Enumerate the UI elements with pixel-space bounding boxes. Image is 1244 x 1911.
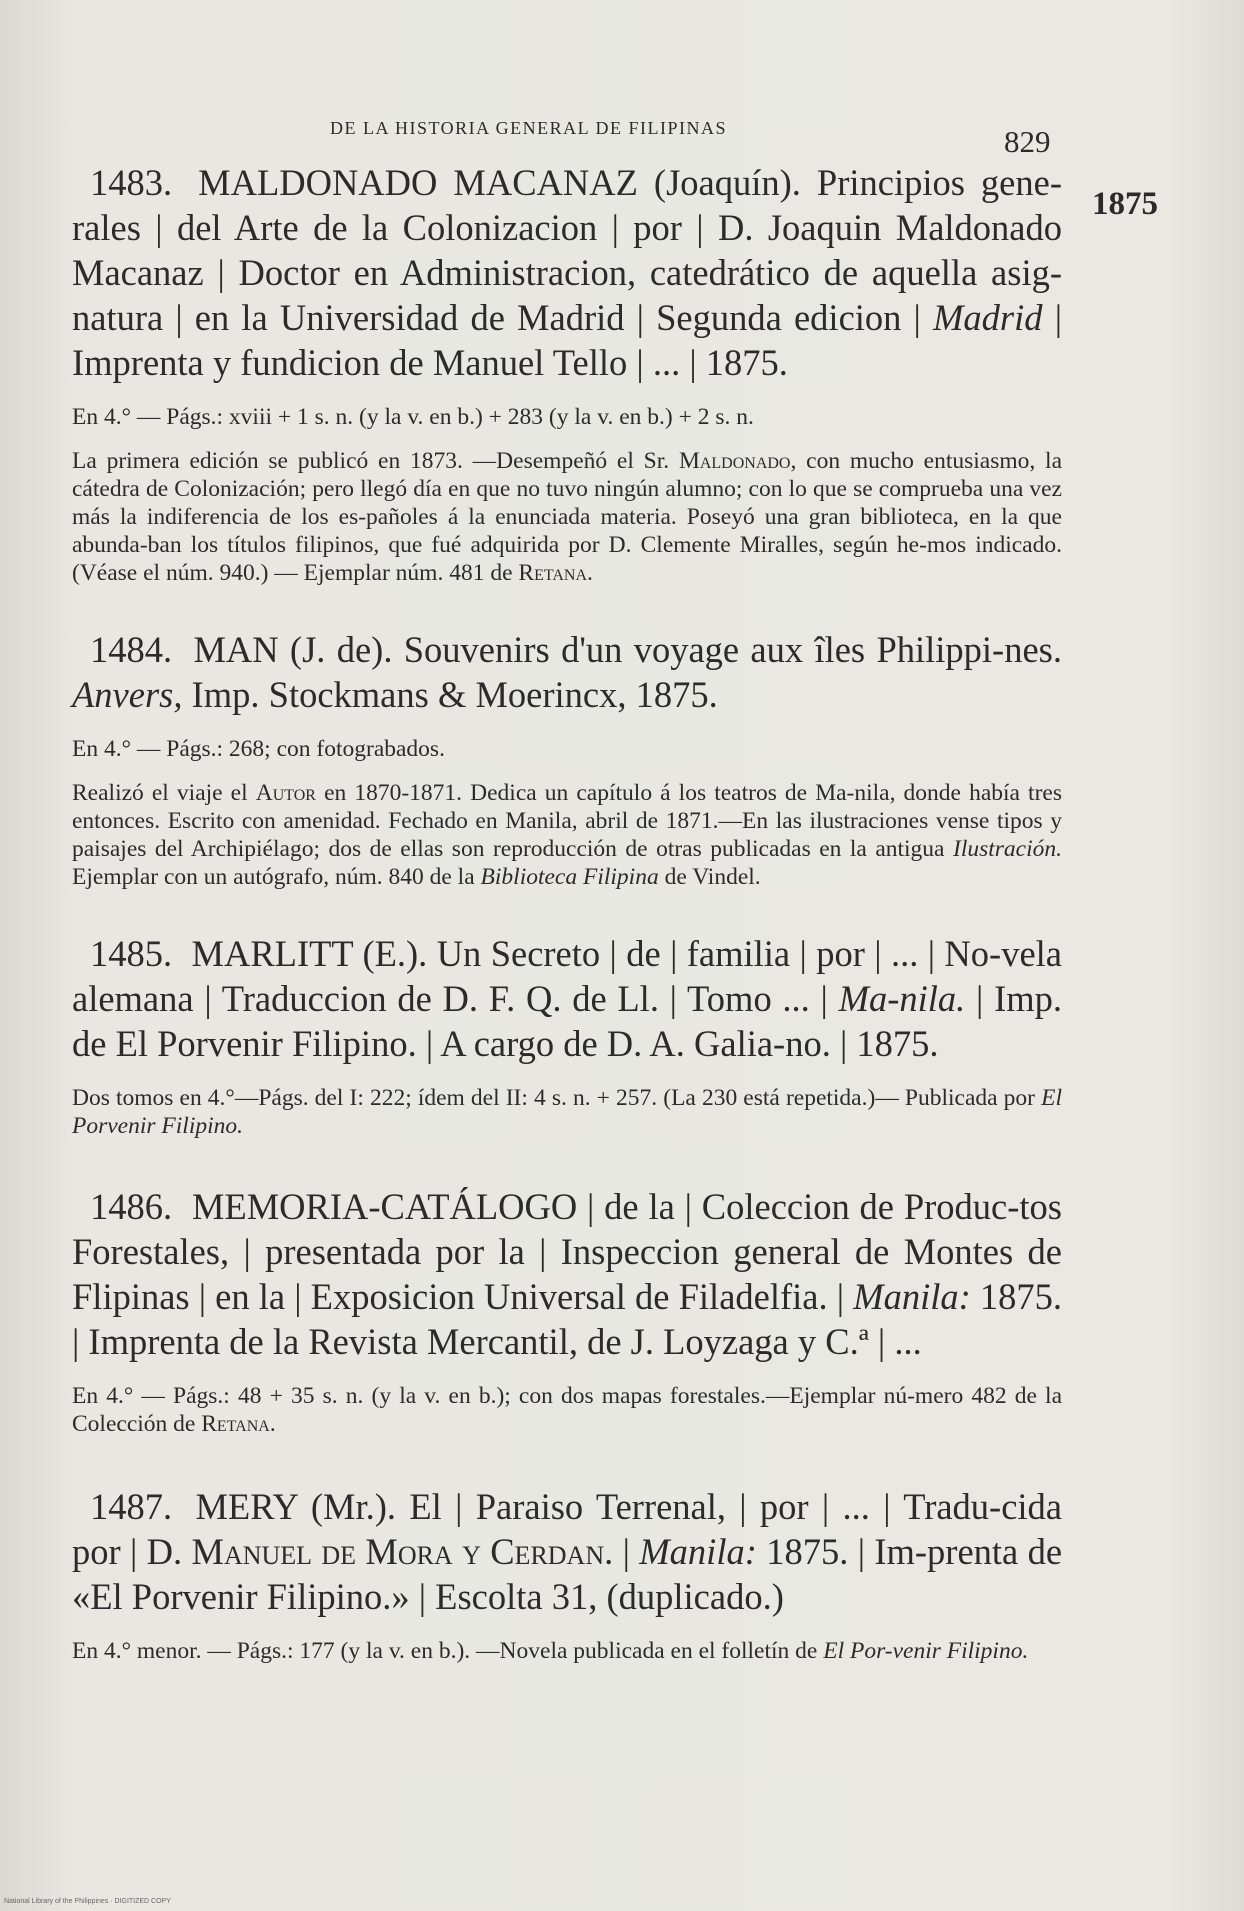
entry-number: 1485. — [90, 933, 173, 974]
bibliography-entries — [72, 160, 1062, 1681]
footer-credit: National Library of the Philippines · DIGITIZED COPY — [4, 1898, 171, 1905]
entry-number: 1483. — [90, 162, 173, 203]
entry-title: 1484. MAN (J. de). Souvenirs d'un voyage aux îles Philippi-nes. Anvers, Imp. Stockmans & Moerincx, 1875. — [72, 629, 1062, 715]
entry-1487 — [72, 1484, 1062, 1665]
entry-1483 — [72, 160, 1062, 587]
entry-number: 1484. — [90, 629, 173, 670]
entry-collation: En 4.° menor. — Págs.: 177 (y la v. en b.). —Novela publicada en el folletín de El Por-venir Filipino. — [72, 1638, 1029, 1664]
entry-title: 1483. MALDONADO MACANAZ (Joaquín). Principios gene-rales | del Arte de la Colonizacion | por | D. Joaquin Maldonado Macanaz | Doctor en Administracion, catedrático de aquella asig-natura | en la Universidad de Madrid | Segunda edicion | Madrid | Imprenta y fundicion de Manuel Tello | ... | 1875. — [72, 162, 1062, 383]
entry-note: Realizó el viaje el Autor en 1870-1871. Dedica un capítulo á los teatros de Ma-nila, donde había tres entonces. Escrito con amenidad. Fechado en Manila, abril de 1871.—En las ilustraciones vense tipos y paisajes del Archipiélago; dos de ellas son reproducción de otras publicadas en la antigua Ilustración. Ejemplar con un autógrafo, núm. 840 de la Biblioteca Filipina de Vindel. — [72, 780, 1063, 890]
entry-title: 1485. MARLITT (E.). Un Secreto | de | familia | por | ... | No-vela alemana | Traduccion de D. F. Q. de Ll. | Tomo ... | Ma-nila. | Imp. de El Porvenir Filipino. | A cargo de D. A. Galia-no. | 1875. — [72, 933, 1062, 1064]
entry-number: 1486. — [90, 1186, 173, 1227]
page-number: 829 — [1004, 124, 1051, 159]
entry-collation: Dos tomos en 4.°—Págs. del I: 222; ídem del II: 4 s. n. + 257. (La 230 está repetida.)— Publicada por El Porvenir Filipino. — [72, 1085, 1063, 1139]
running-header: DE LA HISTORIA GENERAL DE FILIPINAS — [330, 118, 727, 138]
entry-collation: En 4.° — Págs.: 48 + 35 s. n. (y la v. en b.); con dos mapas forestales.—Ejemplar nú-mero 482 de la Colección de Retana. — [72, 1383, 1062, 1437]
entry-note: La primera edición se publicó en 1873. —Desempeñó el Sr. Maldonado, con mucho entusiasmo, la cátedra de Colonización; pero llegó día en que no tuvo ningún alumno; con lo que se comprueba una vez más la indiferencia de los es-pañoles á la enunciada materia. Poseyó una gran biblioteca, en la que abunda-ban los títulos filipinos, que fué adquirida por D. Clemente Miralles, según he-mos indicado. (Véase el núm. 940.) — Ejemplar núm. 481 de Retana. — [72, 448, 1063, 586]
entry-number: 1487. — [90, 1486, 173, 1527]
entry-1484 — [72, 627, 1062, 891]
entry-title: 1486. MEMORIA-CATÁLOGO | de la | Coleccion de Produc-tos Forestales, | presentada por la | Inspeccion general de Montes de Flipinas | en la | Exposicion Universal de Filadelfia. | Manila: 1875. | Imprenta de la Revista Mercantil, de J. Loyzaga y C.ª | ... — [72, 1186, 1063, 1362]
entry-collation: En 4.° — Págs.: 268; con fotograbados. — [72, 736, 445, 762]
entry-title: 1487. MERY (Mr.). El | Paraiso Terrenal, | por | ... | Tradu-cida por | D. Manuel de Mora y Cerdan. | Manila: 1875. | Im-prenta de «El Porvenir Filipino.» | Escolta 31, (duplicado.) — [72, 1486, 1063, 1617]
entry-1486 — [72, 1184, 1062, 1438]
entry-1485 — [72, 931, 1062, 1140]
entry-collation: En 4.° — Págs.: xviii + 1 s. n. (y la v. en b.) + 283 (y la v. en b.) + 2 s. n. — [72, 404, 754, 430]
margin-year: 1875 — [1092, 186, 1158, 222]
